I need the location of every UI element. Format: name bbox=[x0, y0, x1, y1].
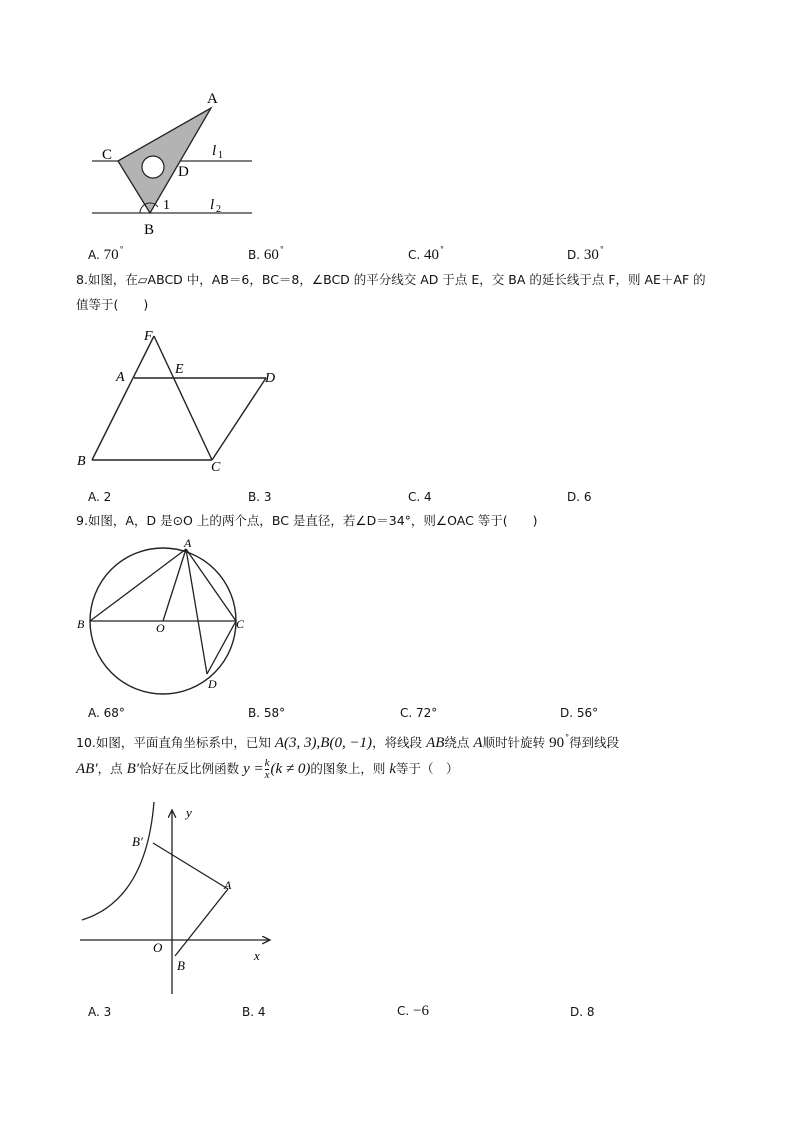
hole-circle bbox=[142, 156, 164, 178]
label-D: D bbox=[265, 371, 276, 386]
q10-option-d: D. 8 bbox=[570, 1005, 595, 1019]
q9-text-line1: 9.如图，A，D 是⊙O 上的两个点，BC 是直径，若∠D＝34°，则∠OAC 等于( ) bbox=[76, 513, 538, 528]
q8-figure bbox=[74, 322, 284, 480]
label-C: C bbox=[236, 617, 245, 631]
q9-option-c: C. 72° bbox=[400, 706, 438, 720]
q8-text-line2: 值等于( ) bbox=[76, 297, 149, 312]
q10-figure bbox=[76, 800, 276, 996]
label-l2: l bbox=[210, 197, 215, 213]
q9-option-d: D. 56° bbox=[560, 706, 599, 720]
q7-option-c: C. 40° bbox=[408, 245, 445, 263]
q9-figure bbox=[74, 535, 264, 700]
label-l1-sub: 1 bbox=[218, 150, 223, 161]
label-O: O bbox=[156, 621, 165, 635]
label-E: E bbox=[175, 362, 184, 377]
label-C: C bbox=[102, 147, 113, 163]
label-C: C bbox=[211, 460, 221, 475]
q8-option-b: B. 3 bbox=[248, 490, 272, 504]
q9-option-a: A. 68° bbox=[88, 706, 125, 720]
label-D: D bbox=[208, 677, 217, 691]
label-y: y bbox=[186, 805, 192, 820]
hyperbola-curve bbox=[82, 802, 154, 920]
q7-option-a: A. 70° bbox=[88, 245, 124, 263]
label-l1: l bbox=[212, 143, 217, 159]
q10-text-line2: AB′，点 B′恰好在反比例函数 y = $\frac{k}{x}$ (k ≠ 0)的图象上，则 k等于（ ） bbox=[76, 757, 459, 781]
label-A: A bbox=[184, 536, 192, 550]
q7-option-b: B. 60° bbox=[248, 245, 284, 263]
label-A: A bbox=[224, 878, 232, 892]
q10-option-c: C. −6 bbox=[397, 1003, 429, 1019]
q8-option-d: D. 6 bbox=[567, 490, 592, 504]
label-A: A bbox=[207, 91, 218, 107]
coord-B: B(0, −1) bbox=[320, 735, 373, 751]
label-B: B bbox=[177, 958, 185, 973]
q10-option-a: A. 3 bbox=[88, 1005, 112, 1019]
q8-text-line1: 8.如图，在▱ABCD 中，AB＝6，BC＝8，∠BCD 的平分线交 AD 于点 E，交 BA 的延长线于点 F，则 AE＋AF 的 bbox=[76, 272, 706, 287]
q8-option-c: C. 4 bbox=[408, 490, 432, 504]
q8-option-a: A. 2 bbox=[88, 490, 112, 504]
label-l2-sub: 2 bbox=[216, 204, 221, 215]
label-D: D bbox=[178, 164, 189, 180]
label-x: x bbox=[254, 948, 260, 963]
q9-option-b: B. 58° bbox=[248, 706, 286, 720]
q10-option-b: B. 4 bbox=[242, 1005, 266, 1019]
label-O: O bbox=[153, 940, 163, 955]
coord-A: A(3, 3) bbox=[274, 735, 317, 751]
label-B: B bbox=[77, 617, 85, 631]
label-Bprime: B′ bbox=[132, 834, 143, 849]
label-angle-1: 1 bbox=[163, 198, 170, 213]
q10-text-line1: 10.如图，平面直角坐标系中，已知 A(3, 3),B(0, −1)，将线段 AB绕点 A顺时针旋转 90°得到线段 bbox=[76, 733, 620, 751]
label-B: B bbox=[77, 454, 86, 469]
label-F: F bbox=[144, 329, 153, 344]
q7-option-d: D. 30° bbox=[567, 245, 604, 263]
q7-figure bbox=[80, 85, 270, 245]
label-A: A bbox=[116, 370, 125, 385]
label-B: B bbox=[144, 222, 155, 238]
